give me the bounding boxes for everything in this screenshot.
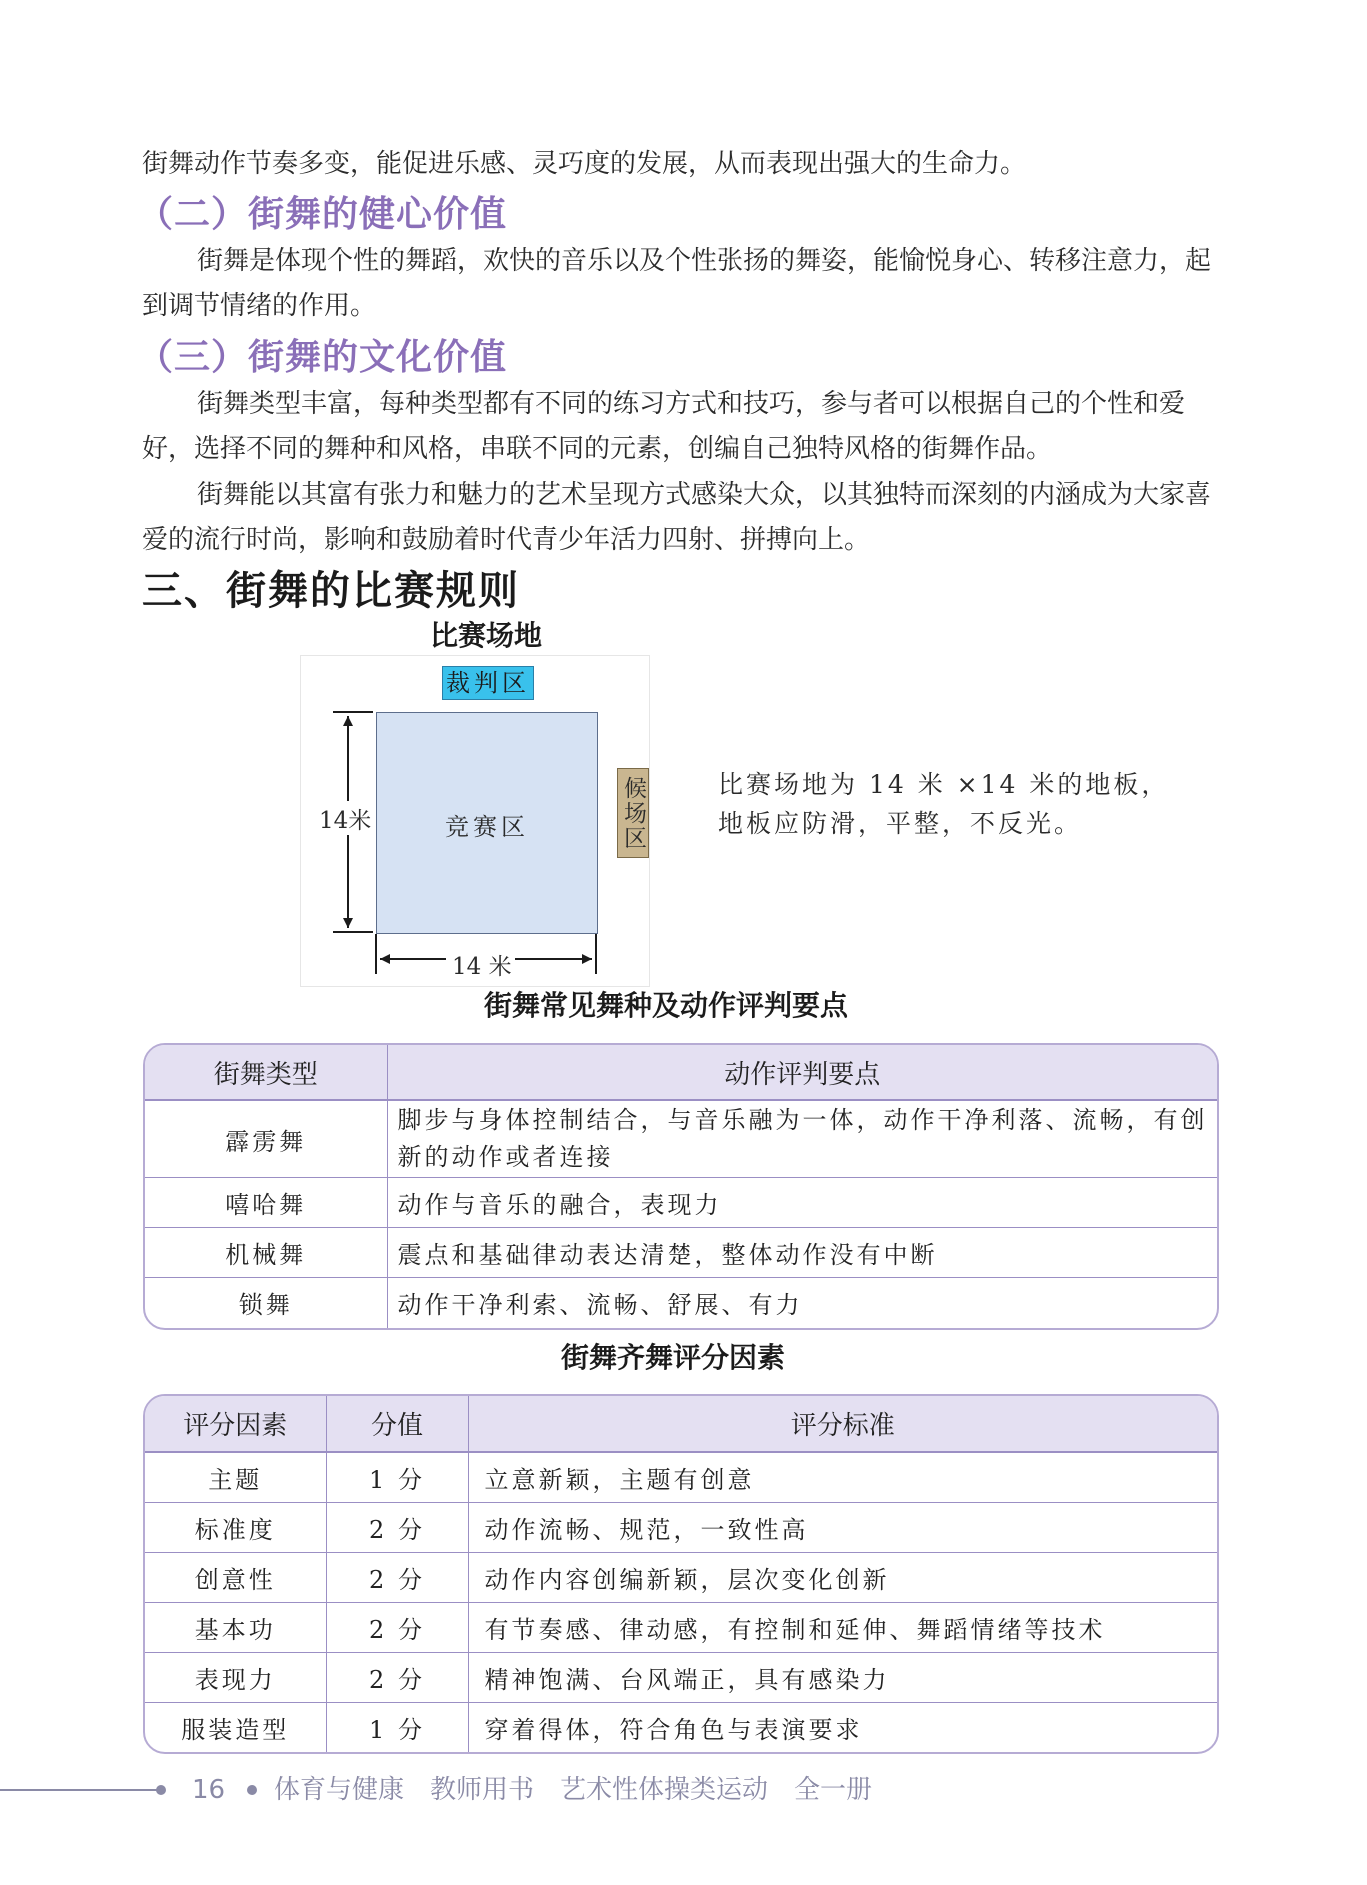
section-3-text-1: 街舞类型丰富，每种类型都有不同的练习方式和技巧，参与者可以根据自己的个性和爱好，选择不同的舞种和风格，串联不同的元素，创编自己独特风格的街舞作品。 bbox=[142, 389, 1186, 464]
table1-cell-type: 锁舞 bbox=[145, 1278, 387, 1328]
table2-cell-score: 2 分 bbox=[326, 1602, 468, 1652]
page-footer bbox=[0, 1770, 1367, 1810]
judge-area: 裁判区 bbox=[442, 666, 534, 700]
table2-cell-factor: 表现力 bbox=[145, 1652, 326, 1702]
table1-cell-type: 霹雳舞 bbox=[225, 1127, 307, 1156]
table2-header-standard: 评分标准 bbox=[468, 1396, 1217, 1452]
table1-caption: 街舞常见舞种及动作评判要点 bbox=[484, 989, 849, 1022]
venue-diagram bbox=[300, 655, 650, 987]
table2-cell-factor: 服装造型 bbox=[145, 1702, 326, 1752]
table2-header-score: 分值 bbox=[326, 1396, 468, 1452]
table-row bbox=[145, 1702, 1217, 1752]
footer-dot-icon bbox=[156, 1785, 166, 1795]
chapter-heading: 三、街舞的比赛规则 bbox=[142, 568, 520, 614]
table1 bbox=[143, 1043, 1219, 1330]
table2-cell-score: 2 分 bbox=[326, 1652, 468, 1702]
table2-cell-score: 2 分 bbox=[326, 1552, 468, 1602]
table2-cell-factor: 基本功 bbox=[145, 1602, 326, 1652]
venue-note-line-1: 比赛场地为 14 米 ×14 米的地板， bbox=[718, 770, 1170, 799]
table1-cell-criteria: 震点和基础律动表达清楚，整体动作没有中断 bbox=[387, 1228, 1217, 1278]
section-2-heading: （二）街舞的健心价值 bbox=[137, 194, 508, 235]
table1-cell-criteria: 动作与音乐的融合，表现力 bbox=[387, 1178, 1217, 1228]
table2-cell-standard: 立意新颖，主题有创意 bbox=[468, 1452, 1217, 1502]
footer-rule bbox=[0, 1789, 158, 1791]
table2 bbox=[143, 1394, 1219, 1754]
table-row bbox=[145, 1178, 1217, 1228]
table-row bbox=[145, 1552, 1217, 1602]
table-row bbox=[145, 1602, 1217, 1652]
table-row bbox=[145, 1228, 1217, 1278]
table-row bbox=[145, 1100, 1217, 1178]
table2-caption: 街舞齐舞评分因素 bbox=[561, 1341, 786, 1374]
table2-cell-score: 1 分 bbox=[326, 1452, 468, 1502]
table-row bbox=[145, 1452, 1217, 1502]
table2-cell-standard: 动作流畅、规范，一致性高 bbox=[468, 1502, 1217, 1552]
table-row bbox=[145, 1502, 1217, 1552]
table2-cell-score: 1 分 bbox=[326, 1702, 468, 1752]
competition-area-label: 竞赛区 bbox=[445, 813, 529, 841]
book-title: 体育与健康 教师用书 艺术性体操类运动 全一册 bbox=[274, 1775, 873, 1805]
page-number: 16 bbox=[192, 1775, 226, 1805]
table1-cell-criteria: 脚步与身体控制结合，与音乐融为一体，动作干净利落、流畅，有创新的动作或者连接 bbox=[387, 1100, 1217, 1178]
table2-header-factor: 评分因素 bbox=[145, 1396, 326, 1452]
table-row bbox=[145, 1278, 1217, 1328]
section-3-heading: （三）街舞的文化价值 bbox=[137, 337, 508, 378]
table1-cell-criteria: 动作干净利索、流畅、舒展、有力 bbox=[387, 1278, 1217, 1328]
table2-cell-factor: 标准度 bbox=[145, 1502, 326, 1552]
table-row bbox=[145, 1652, 1217, 1702]
table1-cell-type: 嘻哈舞 bbox=[145, 1178, 387, 1228]
table2-cell-standard: 有节奏感、律动感，有控制和延伸、舞蹈情绪等技术 bbox=[468, 1602, 1217, 1652]
table1-grid bbox=[145, 1045, 1217, 1328]
venue-caption: 比赛场地 bbox=[430, 619, 543, 652]
table1-cell-type: 机械舞 bbox=[145, 1228, 387, 1278]
bottom-length-label: 14 米 bbox=[449, 948, 515, 981]
table2-cell-standard: 动作内容创编新颖，层次变化创新 bbox=[468, 1552, 1217, 1602]
table1-header-criteria: 动作评判要点 bbox=[387, 1045, 1217, 1100]
table2-cell-standard: 精神饱满、台风端正，具有感染力 bbox=[468, 1652, 1217, 1702]
table2-cell-factor: 主题 bbox=[208, 1465, 263, 1494]
table1-header-type: 街舞类型 bbox=[145, 1045, 387, 1100]
table2-grid bbox=[145, 1396, 1217, 1752]
footer-dot-icon bbox=[247, 1785, 257, 1795]
intro-paragraph: 街舞动作节奏多变，能促进乐感、灵巧度的发展，从而表现出强大的生命力。 bbox=[142, 149, 1027, 179]
waiting-area: 候场区 bbox=[617, 768, 649, 858]
side-length-label: 14米 bbox=[319, 802, 371, 835]
section-3-text-2: 街舞能以其富有张力和魅力的艺术呈现方式感染大众，以其独特而深刻的内涵成为大家喜爱的流行时尚，影响和鼓励着时代青少年活力四射、拼搏向上。 bbox=[142, 480, 1212, 555]
section-2-text: 街舞是体现个性的舞蹈，欢快的音乐以及个性张扬的舞姿，能愉悦身心、转移注意力，起到调节情绪的作用。 bbox=[142, 246, 1212, 321]
venue-note-line-2: 地板应防滑，平整，不反光。 bbox=[718, 809, 1083, 838]
venue-note bbox=[718, 765, 1169, 843]
table2-cell-standard: 穿着得体，符合角色与表演要求 bbox=[468, 1702, 1217, 1752]
table2-cell-score: 2 分 bbox=[326, 1502, 468, 1552]
table2-cell-factor: 创意性 bbox=[145, 1552, 326, 1602]
